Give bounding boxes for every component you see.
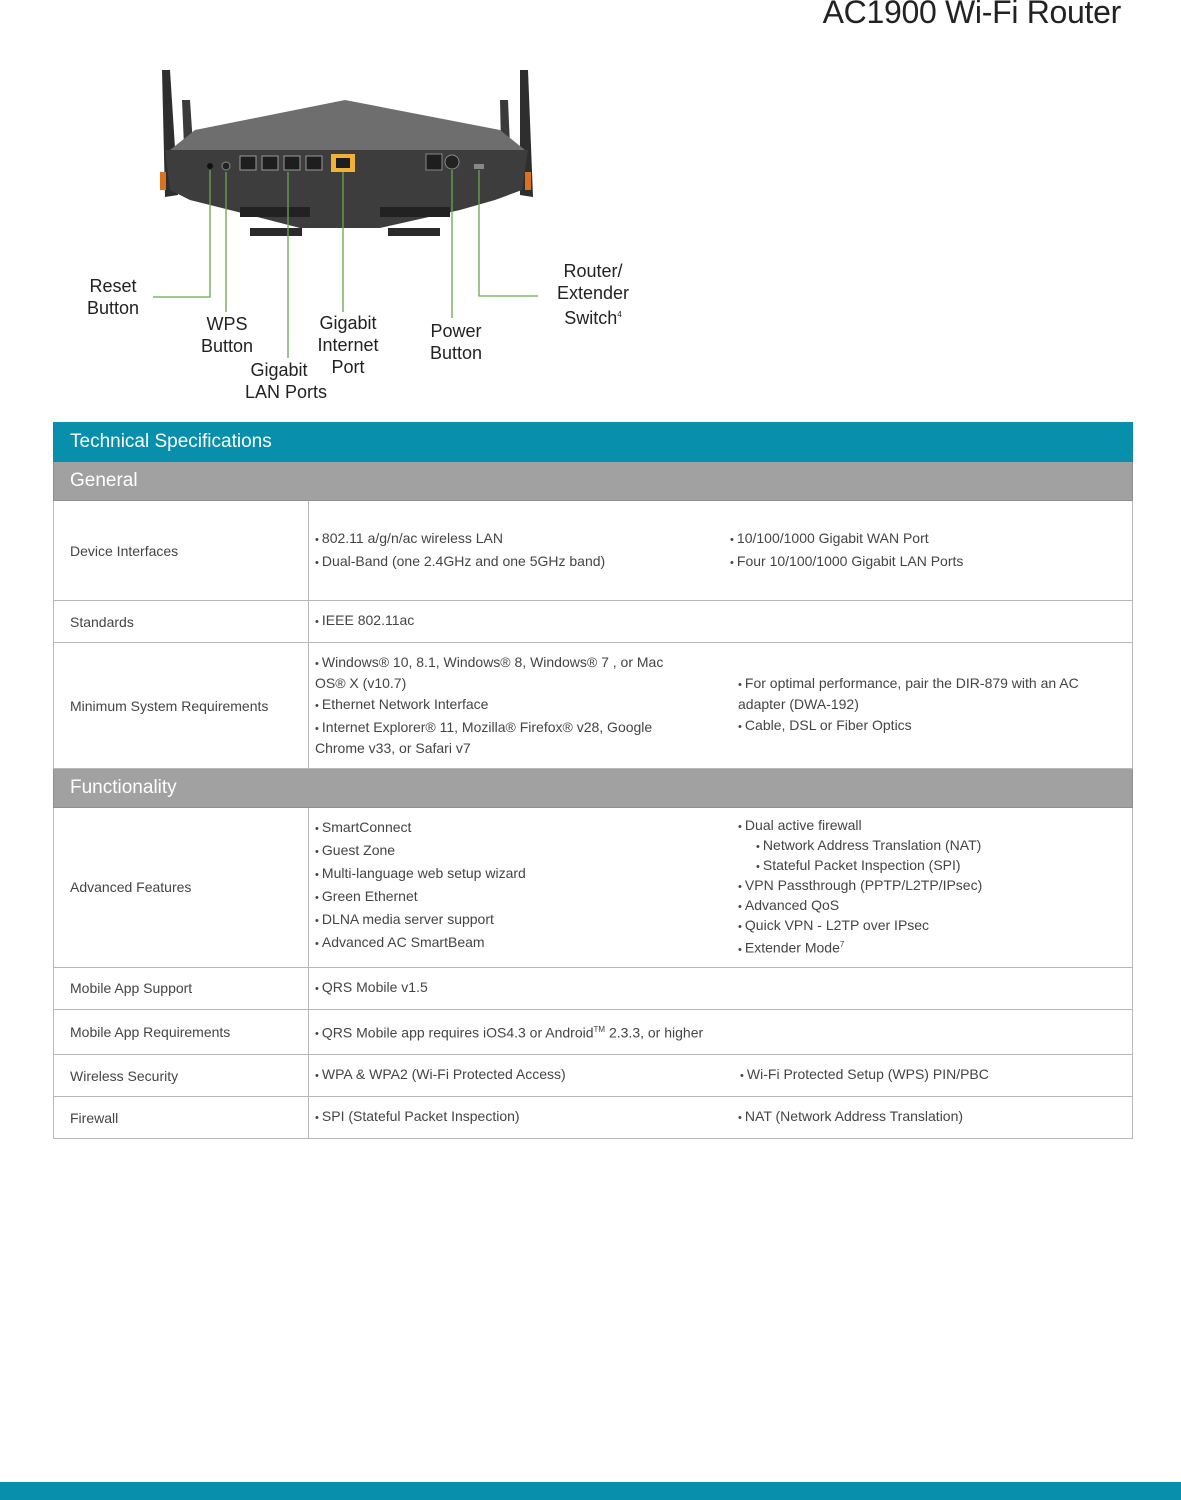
callout-internet-port: Gigabit Internet Port	[317, 313, 379, 377]
list-item: • Windows® 10, 8.1, Windows® 8, Windows® 7 , or Mac OS® X (v10.7)	[315, 653, 690, 693]
row-label: Firewall	[54, 1097, 309, 1139]
list-item: • SPI (Stateful Packet Inspection)	[315, 1107, 720, 1128]
reset-hole	[207, 163, 213, 169]
power-button-shape	[445, 155, 459, 169]
list-item: • 802.11 a/g/n/ac wireless LAN	[315, 529, 720, 550]
row-label: Wireless Security	[54, 1055, 309, 1097]
section-general: General	[54, 462, 1133, 501]
list-item: • QRS Mobile v1.5	[315, 978, 1132, 999]
callout-mode-switch: Router/ Extender Switch$^4$	[556, 261, 630, 328]
list-item: • QRS Mobile app requires iOS4.3 or Android™ 2.3.3, or higher	[315, 1020, 1132, 1045]
list-item: • Cable, DSL or Fiber Optics	[738, 716, 1092, 737]
row-label: Minimum System Requirements	[54, 643, 309, 769]
callout-reset: Reset Button	[86, 276, 140, 318]
wps-button-shape	[222, 162, 230, 170]
table-row-firewall	[54, 1097, 1133, 1139]
mode-switch-shape	[474, 164, 484, 169]
row-label: Mobile App Support	[54, 967, 309, 1009]
row-label: Advanced Features	[54, 808, 309, 968]
table-row-advanced-features	[54, 808, 1133, 968]
list-item: • SmartConnect	[315, 818, 720, 839]
table-row-standards	[54, 601, 1133, 643]
list-item: • WPA & WPA2 (Wi-Fi Protected Access)	[315, 1065, 720, 1086]
callout-wps: WPS Button	[200, 314, 254, 356]
list-item: • Network Address Translation (NAT)	[738, 836, 1092, 856]
callout-power: Power Button	[429, 321, 483, 363]
list-item: • Internet Explorer® 11, Mozilla® Firefox® v28, Google Chrome v33, or Safari v7	[315, 718, 690, 758]
table-row-device-interfaces	[54, 501, 1133, 601]
router-top	[170, 100, 525, 150]
list-item: • Extender Mode$^7$	[738, 936, 1092, 959]
list-item: • Dual active firewall	[738, 816, 1092, 836]
list-item: • NAT (Network Address Translation)	[738, 1107, 1092, 1128]
list-item: • IEEE 802.11ac	[315, 611, 1132, 632]
table-row-mobile-app-support	[54, 967, 1133, 1009]
tech-specs-table	[53, 422, 1133, 1139]
callout-lan-ports: Gigabit LAN Ports	[244, 360, 328, 402]
row-label: Device Interfaces	[54, 501, 309, 601]
page-title: AC1900 Wi-Fi Router	[822, 0, 1121, 30]
list-item: • Quick VPN - L2TP over IPsec	[738, 916, 1092, 936]
section-functionality: Functionality	[54, 769, 1133, 808]
row-label: Mobile App Requirements	[54, 1009, 309, 1055]
table-row-wireless-security	[54, 1055, 1133, 1097]
list-item: • Green Ethernet	[315, 887, 720, 908]
list-item: • Guest Zone	[315, 841, 720, 862]
list-item: • DLNA media server support	[315, 910, 720, 931]
footer-accent-bar	[0, 1482, 1181, 1500]
row-label: Standards	[54, 601, 309, 643]
list-item: • Ethernet Network Interface	[315, 695, 690, 716]
list-item: • VPN Passthrough (PPTP/L2TP/IPsec)	[738, 876, 1092, 896]
list-item: • Multi-language web setup wizard	[315, 864, 720, 885]
list-item: • Four 10/100/1000 Gigabit LAN Ports	[730, 552, 1092, 573]
list-item: • Stateful Packet Inspection (SPI)	[738, 856, 1092, 876]
list-item: • Advanced QoS	[738, 896, 1092, 916]
table-row-mobile-app-requirements	[54, 1009, 1133, 1055]
list-item: • For optimal performance, pair the DIR-879 with an AC adapter (DWA-192)	[738, 674, 1092, 714]
list-item: • Wi-Fi Protected Setup (WPS) PIN/PBC	[740, 1065, 1092, 1086]
router-rear-panel-illustration	[0, 0, 700, 420]
specs-title: Technical Specifications	[54, 423, 1133, 462]
list-item: • 10/100/1000 Gigabit WAN Port	[730, 529, 1092, 550]
list-item: • Advanced AC SmartBeam	[315, 933, 720, 954]
list-item: • Dual-Band (one 2.4GHz and one 5GHz band)	[315, 552, 720, 573]
table-row-min-requirements	[54, 643, 1133, 769]
